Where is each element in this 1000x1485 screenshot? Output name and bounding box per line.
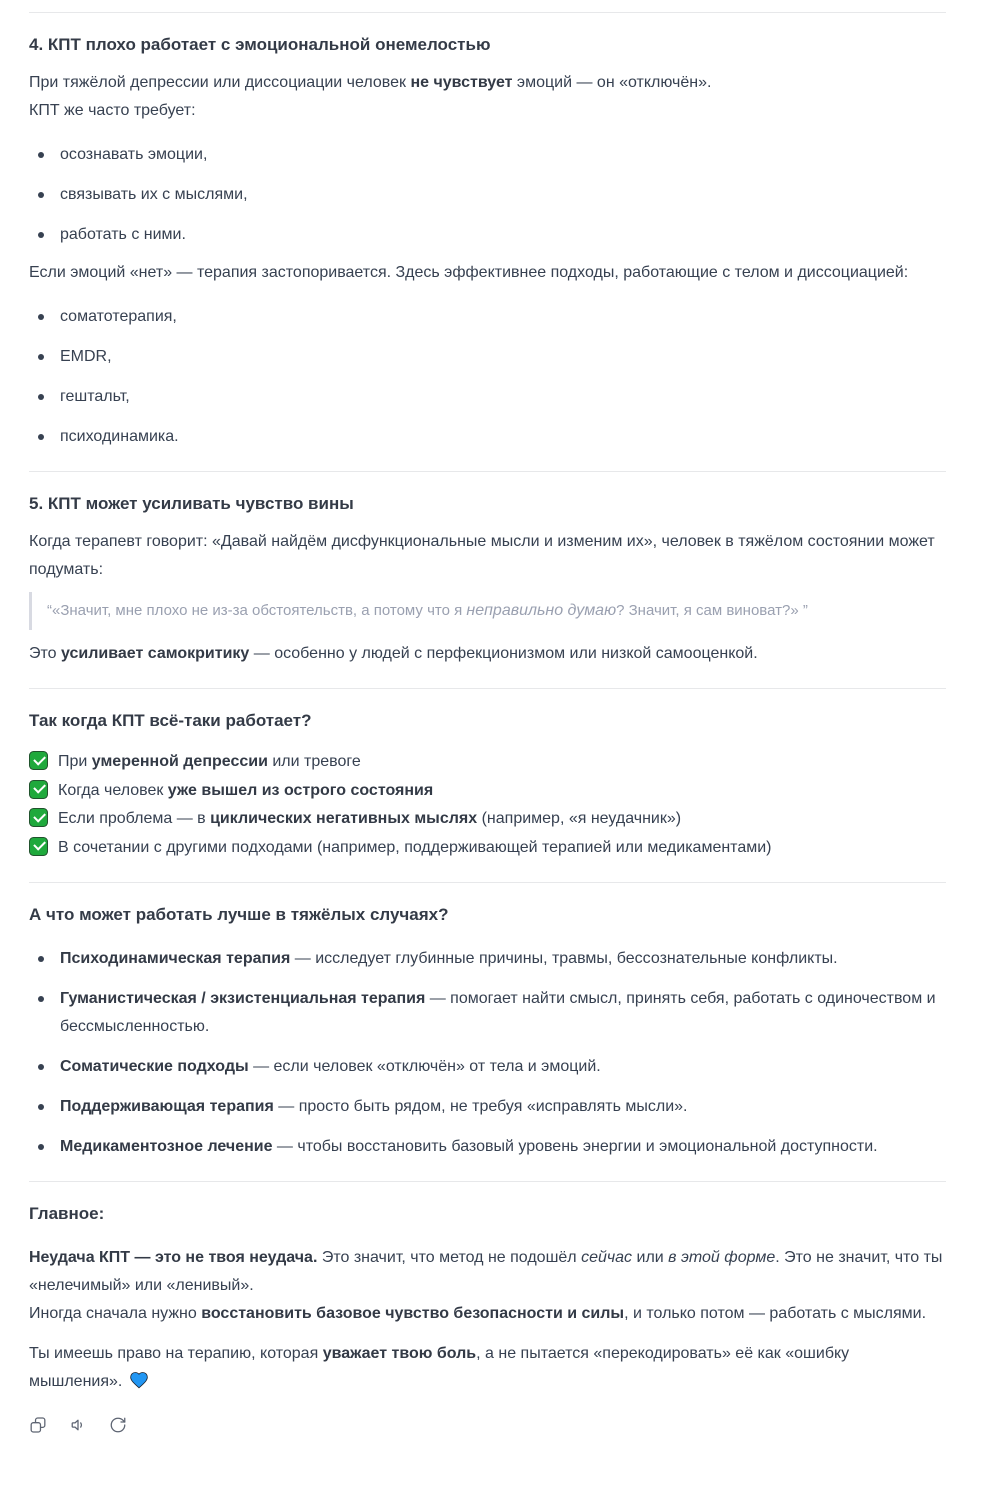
text-run: — особенно у людей с перфекционизмом или низкой самооценкой. xyxy=(249,645,758,662)
list-item xyxy=(60,383,946,411)
text-run: EMDR, xyxy=(60,348,112,365)
italic-run: неправильно думаю xyxy=(466,602,617,619)
text-run: При тяжёлой депрессии или диссоциации человек xyxy=(29,74,411,91)
bold-run: уже вышел из острого состояния xyxy=(167,781,434,799)
section-divider xyxy=(29,471,946,472)
bullet-list xyxy=(29,303,946,451)
section-5-heading: 5. КПТ может усиливать чувство вины xyxy=(29,494,354,513)
check-icon xyxy=(29,808,48,827)
read-aloud-button[interactable] xyxy=(63,1410,93,1440)
text-run: При xyxy=(58,753,92,770)
bold-run: Медикаментозное лечение xyxy=(60,1138,273,1155)
text-run: эмоций — он «отключён». xyxy=(512,74,712,91)
message-actions xyxy=(23,1410,946,1440)
text-run: . Это не значит, что ты «нелечимый» или «ленивый». xyxy=(29,1249,943,1294)
refresh-icon xyxy=(109,1416,127,1434)
text-run: Иногда сначала нужно xyxy=(29,1305,202,1322)
list-item xyxy=(60,423,946,451)
check-icon xyxy=(29,780,48,799)
list-item xyxy=(60,141,946,169)
text-run: , а не пытается «перекодировать» её как «ошибку мышления». xyxy=(29,1345,850,1390)
bold-run: Психодинамическая терапия xyxy=(60,950,291,967)
text-run: или тревоге xyxy=(267,753,361,770)
list-item xyxy=(60,1053,946,1081)
section-divider xyxy=(29,1181,946,1182)
checklist xyxy=(29,748,946,862)
bold-run: Соматические подходы xyxy=(60,1058,249,1075)
paragraph xyxy=(29,69,946,125)
list-item xyxy=(60,343,946,371)
section-divider xyxy=(29,12,946,13)
text-run: — просто быть рядом, не требуя «исправлять мысли». xyxy=(273,1098,688,1115)
text-run: работать с ними. xyxy=(60,226,186,243)
bullet-list xyxy=(29,945,946,1161)
quote-block xyxy=(29,592,946,630)
speaker-icon xyxy=(69,1416,87,1434)
bold-run: Поддерживающая терапия xyxy=(60,1098,274,1115)
works-heading: Так когда КПТ всё-таки работает? xyxy=(29,711,312,730)
better-heading: А что может работать лучше в тяжёлых случаях? xyxy=(29,905,449,924)
text-run: Если проблема — в xyxy=(58,810,211,827)
copy-button[interactable] xyxy=(23,1410,53,1440)
bold-run: восстановить базовое чувство безопасности и силы xyxy=(201,1305,625,1322)
check-icon xyxy=(29,837,48,856)
checklist-item xyxy=(29,805,946,834)
bold-run: уважает твою боль xyxy=(322,1345,477,1362)
list-item xyxy=(60,181,946,209)
list-item xyxy=(60,1093,946,1121)
text-run: КПТ же часто требует: xyxy=(29,102,196,119)
text-run: Ты имеешь право на терапию, которая xyxy=(29,1345,323,1362)
paragraph: Когда терапевт говорит: «Давай найдём дисфункциональные мысли и изменим их», человек в тяжёлом состоянии может подумать: xyxy=(29,533,935,578)
checklist-item xyxy=(29,748,946,777)
text-run: В сочетании с другими подходами (например, поддерживающей терапией или медикаментами) xyxy=(58,838,772,856)
text-run: психодинамика. xyxy=(60,428,179,445)
bold-run: умеренной депрессии xyxy=(91,753,268,770)
blue-heart-icon xyxy=(129,1370,149,1390)
text-run: Это значит, что метод не подошёл xyxy=(317,1249,582,1266)
bold-run: не чувствует xyxy=(410,74,513,91)
text-run: — помогает найти смысл, принять себя, работать с одиночеством и бессмысленностью. xyxy=(60,990,936,1035)
italic-run: в этой форме xyxy=(668,1249,776,1266)
text-run: Когда человек xyxy=(58,781,168,799)
paragraph xyxy=(29,640,946,668)
bold-run: Гуманистическая / экзистенциальная терапия xyxy=(60,990,426,1007)
list-item xyxy=(60,985,946,1041)
bold-run: Неудача КПТ — это не твоя неудача. xyxy=(29,1249,318,1266)
list-item xyxy=(60,945,946,973)
checklist-item xyxy=(29,777,946,806)
section-divider xyxy=(29,882,946,883)
regenerate-button[interactable] xyxy=(103,1410,133,1440)
paragraph xyxy=(29,1244,946,1328)
bullet-list xyxy=(29,141,946,249)
text-run: “«Значит, мне плохо не из-за обстоятельств, а потому что я xyxy=(47,602,467,619)
bold-run: циклических негативных мыслях xyxy=(210,810,478,827)
text-run: связывать их с мыслями, xyxy=(60,186,248,203)
italic-run: сейчас xyxy=(581,1249,633,1266)
list-item xyxy=(60,221,946,249)
list-item xyxy=(60,303,946,331)
copy-icon xyxy=(29,1416,47,1434)
text-run: — чтобы восстановить базовый уровень энергии и эмоциональной доступности. xyxy=(272,1138,878,1155)
paragraph: Если эмоций «нет» — терапия застопоривается. Здесь эффективнее подходы, работающие с телом и диссоциацией: xyxy=(29,264,909,281)
text-run: гештальт, xyxy=(60,388,130,405)
paragraph xyxy=(29,1340,946,1396)
text-run: ? Значит, я сам виноват?» ” xyxy=(616,602,808,619)
section-4-heading: 4. КПТ плохо работает с эмоциональной онемелостью xyxy=(29,35,491,54)
text-run: Это xyxy=(29,645,61,662)
section-divider xyxy=(29,688,946,689)
text-run: , и только потом — работать с мыслями. xyxy=(624,1305,927,1322)
text-run: — если человек «отключён» от тела и эмоций. xyxy=(248,1058,601,1075)
text-run: осознавать эмоции, xyxy=(60,146,208,163)
checklist-item xyxy=(29,834,946,863)
main-heading: Главное: xyxy=(29,1204,105,1223)
check-icon xyxy=(29,751,48,770)
text-run: или xyxy=(632,1249,669,1266)
list-item xyxy=(60,1133,946,1161)
text-run: (например, «я неудачник») xyxy=(477,810,682,827)
text-run: — исследует глубинные причины, травмы, бессознательные конфликты. xyxy=(290,950,838,967)
text-run: соматотерапия, xyxy=(60,308,177,325)
bold-run: усиливает самокритику xyxy=(61,645,250,662)
